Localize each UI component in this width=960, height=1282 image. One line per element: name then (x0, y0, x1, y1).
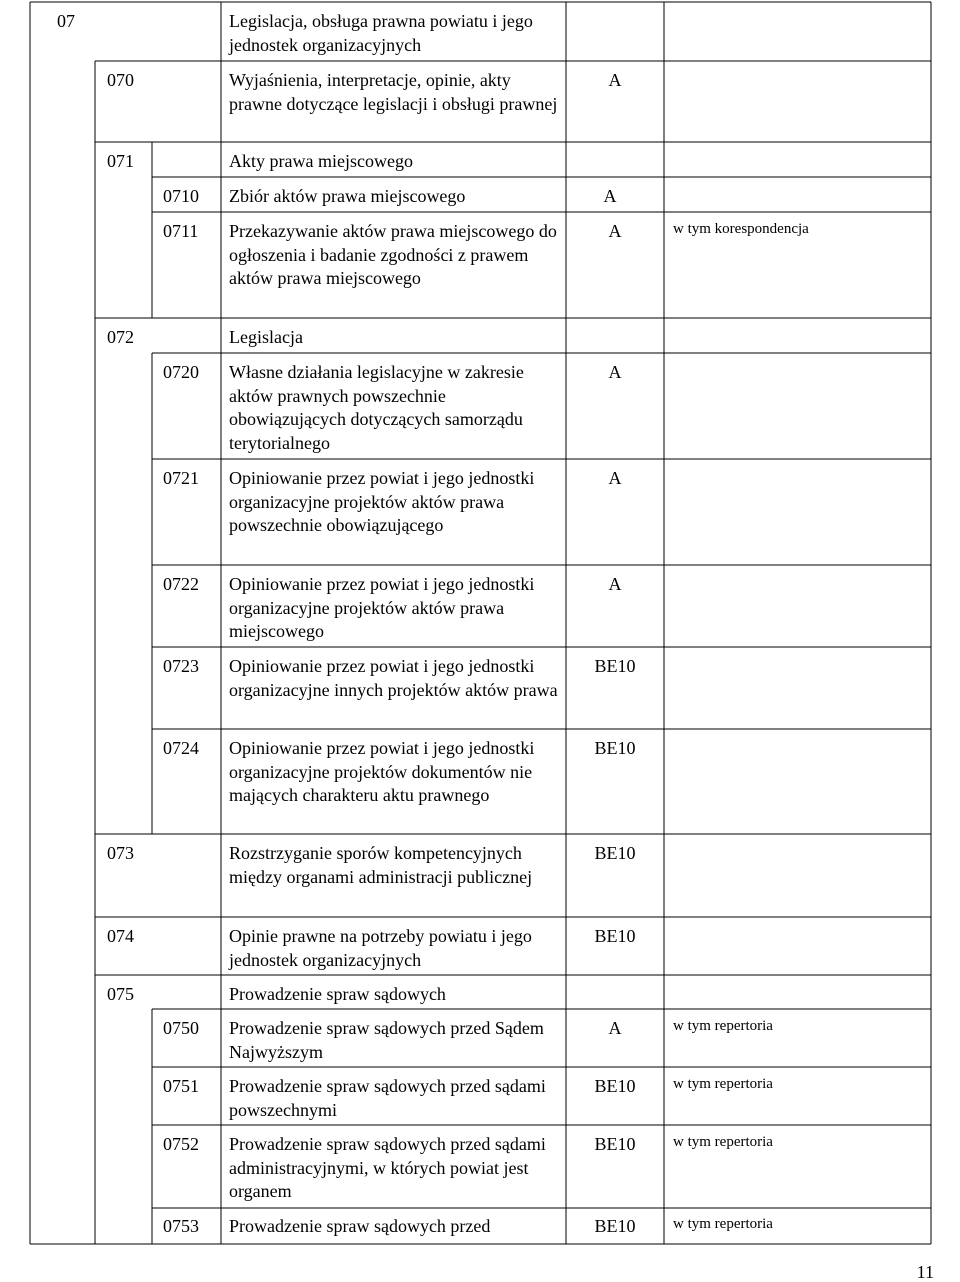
row-note: w tym repertoria (673, 1134, 773, 1150)
row-category: BE10 (594, 1134, 636, 1154)
row-category: A (608, 362, 622, 382)
row-code: 0751 (163, 1076, 199, 1096)
row-code: 071 (107, 151, 134, 171)
row-title: Akty prawa miejscowego (229, 151, 413, 171)
row-category: A (608, 1018, 622, 1038)
row-title: Prowadzenie spraw sądowych przed sądami powszechnymi (229, 1076, 546, 1120)
row-category: A (608, 468, 622, 488)
row-note: w tym korespondencja (673, 221, 809, 237)
row-category: BE10 (594, 1216, 636, 1236)
row-category: A (608, 221, 622, 241)
row-code: 074 (107, 926, 134, 946)
row-category: BE10 (594, 656, 636, 676)
row-note: w tym repertoria (673, 1076, 773, 1092)
row-title: Wyjaśnienia, interpretacje, opinie, akty prawne dotyczące legislacji i obsługi prawnej (229, 70, 558, 114)
row-code: 075 (107, 984, 134, 1004)
row-title: Zbiór aktów prawa miejscowego (229, 186, 466, 206)
row-code: 0723 (163, 656, 199, 676)
row-note: w tym repertoria (673, 1216, 773, 1232)
row-title: Legislacja (229, 327, 303, 347)
row-title: Prowadzenie spraw sądowych przed sądami administracyjnymi, w których powiat jest organem (229, 1134, 546, 1201)
row-title: Prowadzenie spraw sądowych (229, 984, 446, 1004)
row-title: Opiniowanie przez powiat i jego jednostki organizacyjne projektów dokumentów nie mających charakteru aktu prawnego (229, 738, 535, 805)
row-code: 0750 (163, 1018, 199, 1038)
row-code: 070 (107, 70, 134, 90)
row-category: A (608, 70, 622, 90)
row-code: 073 (107, 843, 134, 863)
row-title: Opiniowanie przez powiat i jego jednostki organizacyjne innych projektów aktów prawa (229, 656, 558, 700)
page-number: 11 (916, 1262, 934, 1282)
row-category: A (608, 574, 622, 594)
row-title: Rozstrzyganie sporów kompetencyjnych między organami administracji publicznej (229, 843, 533, 887)
row-code: 0724 (163, 738, 199, 758)
row-title: Opinie prawne na potrzeby powiatu i jego jednostek organizacyjnych (229, 926, 532, 970)
row-code: 0753 (163, 1216, 199, 1236)
row-category: BE10 (594, 1076, 636, 1096)
row-title: Opiniowanie przez powiat i jego jednostki organizacyjne projektów aktów prawa miejscowego (229, 574, 535, 641)
row-category: BE10 (594, 738, 636, 758)
row-code: 0722 (163, 574, 199, 594)
row-code: 0711 (163, 221, 199, 241)
row-title: Przekazywanie aktów prawa miejscowego do ogłoszenia i badanie zgodności z prawem aktów prawa miejscowego (229, 221, 557, 288)
row-title: Prowadzenie spraw sądowych przed (229, 1216, 491, 1236)
row-title: Opiniowanie przez powiat i jego jednostki organizacyjne projektów aktów prawa powszechnie obowiązującego (229, 468, 535, 535)
row-title: Legislacja, obsługa prawna powiatu i jego jednostek organizacyjnych (229, 11, 533, 55)
row-code: 072 (107, 327, 134, 347)
row-title: Prowadzenie spraw sądowych przed Sądem Najwyższym (229, 1018, 544, 1062)
row-category: A (603, 186, 617, 206)
row-title: Własne działania legislacyjne w zakresie aktów prawnych powszechnie obowiązujących dotyczących samorządu terytorialnego (229, 362, 524, 453)
row-code: 0710 (163, 186, 199, 206)
row-category: BE10 (594, 926, 636, 946)
row-category: BE10 (594, 843, 636, 863)
row-code: 0720 (163, 362, 199, 382)
row-note: w tym repertoria (673, 1018, 773, 1034)
row-code: 07 (57, 11, 75, 31)
row-code: 0721 (163, 468, 199, 488)
row-code: 0752 (163, 1134, 199, 1154)
